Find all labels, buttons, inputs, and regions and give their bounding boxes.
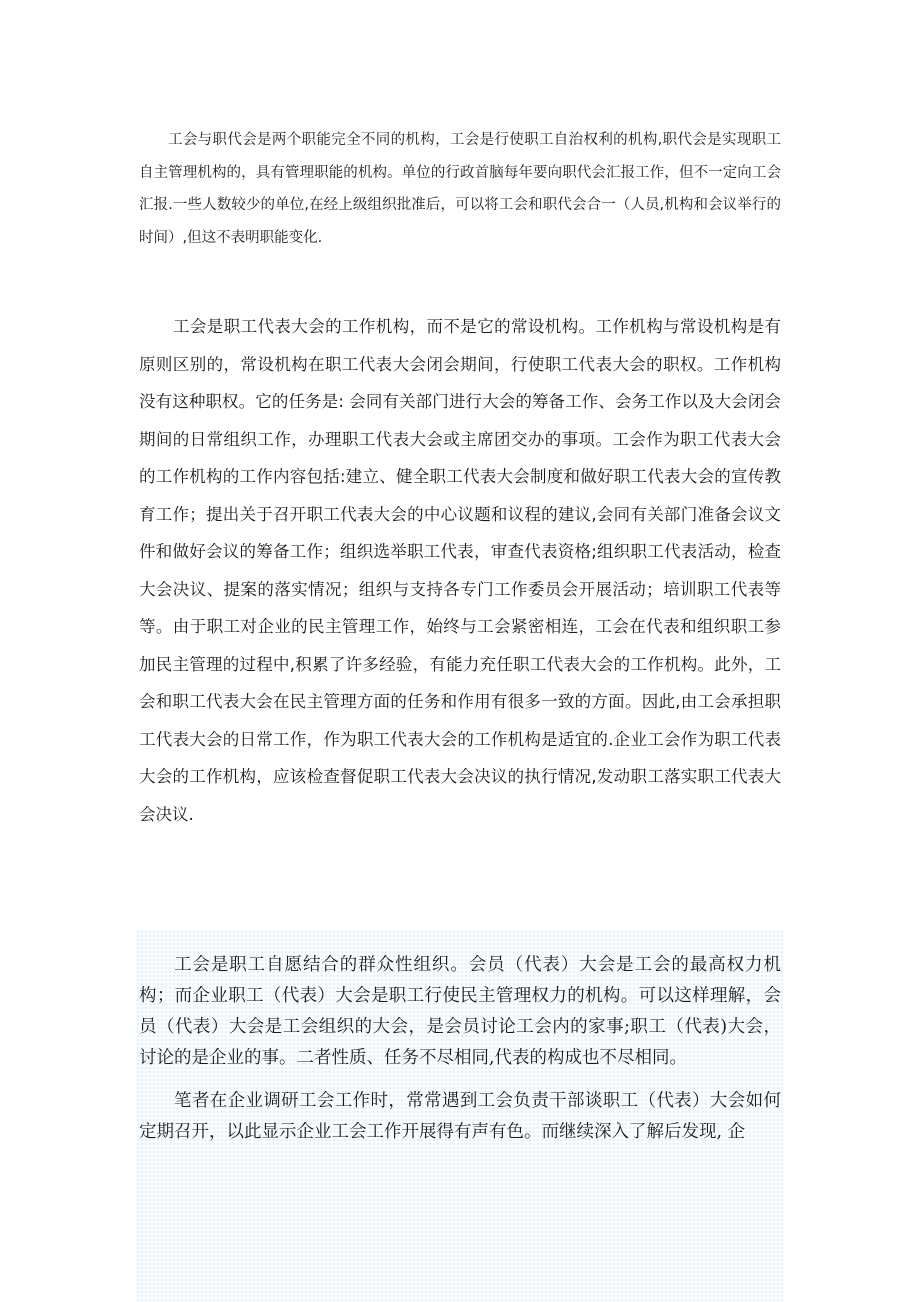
paragraph-author-research: 笔者在企业调研工会工作时，常常遇到工会负责干部谈职工（代表）大会如何定期召开，以此显示企业工会工作开展得有声有色。而继续深入了解后发现, 企: [139, 1091, 781, 1142]
paragraph-working-body: 工会是职工代表大会的工作机构，而不是它的常设机构。工作机构与常设机构是有原则区别的，常设机构在职工代表大会闭会期间，行使职工代表大会的职权。工作机构没有这种职权。它的任务是: 会同有关部门进行大会的筹备工作、会务工作以及大会闭会期间的日常组织工作，办理职工代表大会或主席团交办的事项。工会作为职工代表大会的工作机构的工作内容包括:建立、健全职工代表大会制度和做好职工代表大会的宣传教育工作；提出关于召开职工代表大会的中心议题和议程的建议,会同有关部门准备会议文件和做好会议的筹备工作；组织选举职工代表，审查代表资格;组织职工代表活动，检查大会决议、提案的落实情况；组织与支持各专门工作委员会开展活动；培训职工代表等等。由于职工对企业的民主管理工作，始终与工会紧密相连，工会在代表和组织职工参加民主管理的过程中,积累了许多经验，有能力充任职工代表大会的工作机构。此外，工会和职工代表大会在民主管理方面的任务和作用有很多一致的方面。因此,由工会承担职工代表大会的日常工作，作为职工代表大会的工作机构是适宜的.企业工会作为职工代表大会的工作机构，应该检查督促职工代表大会决议的执行情况,发动职工落实职工代表大会决议.: [139, 317, 781, 824]
paragraph-union-vs-congress: 工会与职代会是两个职能完全不同的机构，工会是行使职工自治权利的机构,职代会是实现职工自主管理机构的，具有管理职能的机构。单位的行政首脑每年要向职代会汇报工作，但不一定向工会汇报.一些人数较少的单位,在经上级组织批准后，可以将工会和职代会合一（人员,机构和会议举行的时间）,但这不表明职能变化.: [139, 132, 781, 246]
paragraph-mass-organization: 工会是职工自愿结合的群众性组织。会员（代表）大会是工会的最高权力机构；而企业职工（代表）大会是职工行使民主管理权力的机构。可以这样理解，会员（代表）大会是工会组织的大会，是会员讨论工会内的家事;职工（代表)大会，讨论的是企业的事。二者性质、任务不尽相同,代表的构成也不尽相同。: [139, 955, 781, 1068]
